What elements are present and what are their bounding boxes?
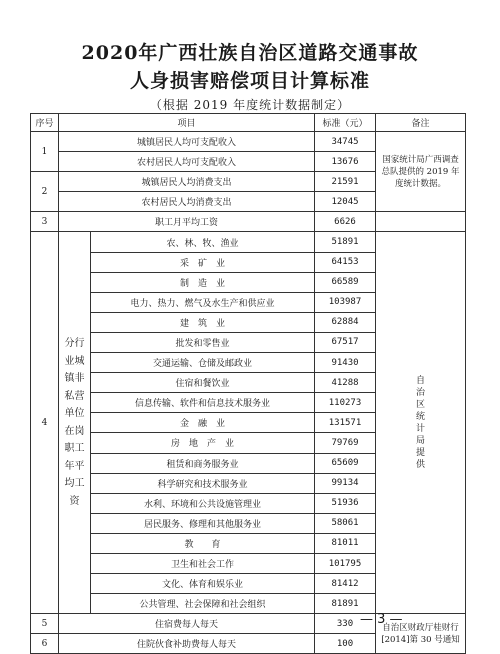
value-cell: 65609 xyxy=(315,453,376,473)
document-title-line2: 人身损害赔偿项目计算标准 xyxy=(129,70,370,92)
header-remark: 备注 xyxy=(376,114,466,132)
compensation-standards-table xyxy=(30,113,466,654)
seq-cell: 5 xyxy=(31,614,59,634)
page-number: — 3 — xyxy=(360,612,403,627)
item-cell: 科学研究和技术服务业 xyxy=(91,473,315,493)
value-cell: 91430 xyxy=(315,353,376,373)
item-cell: 批发和零售业 xyxy=(91,332,315,352)
value-cell: 34745 xyxy=(315,132,376,152)
item-cell: 交通运输、仓储及邮政业 xyxy=(91,353,315,373)
item-cell: 租赁和商务服务业 xyxy=(91,453,315,473)
seq-cell: 3 xyxy=(31,212,59,232)
value-cell: 66589 xyxy=(315,272,376,292)
value-cell: 12045 xyxy=(315,192,376,212)
remark-cell: 国家统计局广西调查总队提供的 2019 年度统计数据。 xyxy=(376,132,466,212)
table-row xyxy=(31,232,466,252)
item-cell: 电力、热力、燃气及水生产和供应业 xyxy=(91,292,315,312)
item-cell: 信息传输、软件和信息技术服务业 xyxy=(91,393,315,413)
value-cell: 64153 xyxy=(315,252,376,272)
item-cell: 城镇居民人均消费支出 xyxy=(59,172,315,192)
header-standard: 标准（元） xyxy=(315,114,376,132)
header-item: 项目 xyxy=(59,114,315,132)
item-cell: 制 造 业 xyxy=(91,272,315,292)
remark-cell: 自治区统计局提供 xyxy=(376,232,466,614)
item-cell: 采 矿 业 xyxy=(91,252,315,272)
value-cell: 330 xyxy=(315,614,376,634)
value-cell: 67517 xyxy=(315,332,376,352)
seq-cell: 1 xyxy=(31,132,59,172)
table-body xyxy=(31,132,466,654)
value-cell: 131571 xyxy=(315,413,376,433)
item-cell: 职工月平均工资 xyxy=(59,212,315,232)
header-seq: 序号 xyxy=(31,114,59,132)
item-cell: 居民服务、修理和其他服务业 xyxy=(91,513,315,533)
item-cell: 住宿和餐饮业 xyxy=(91,373,315,393)
value-cell: 81891 xyxy=(315,594,376,614)
value-cell: 41288 xyxy=(315,373,376,393)
value-cell: 99134 xyxy=(315,473,376,493)
value-cell: 103987 xyxy=(315,292,376,312)
seq-cell: 2 xyxy=(31,172,59,212)
value-cell: 81011 xyxy=(315,533,376,553)
value-cell: 62884 xyxy=(315,312,376,332)
seq-cell: 4 xyxy=(31,232,59,614)
value-cell: 101795 xyxy=(315,553,376,573)
document-title-line1: 2020年广西壮族自治区道路交通事故 xyxy=(81,42,419,64)
item-cell: 农村居民人均消费支出 xyxy=(59,192,315,212)
item-cell: 农村居民人均可支配收入 xyxy=(59,152,315,172)
value-cell: 58061 xyxy=(315,513,376,533)
value-cell: 6626 xyxy=(315,212,376,232)
document-subtitle: （根据 2019 年度统计数据制定） xyxy=(149,98,351,112)
item-cell: 公共管理、社会保障和社会组织 xyxy=(91,594,315,614)
table-row xyxy=(31,132,466,152)
remark-cell: 自治区财政厅桂财行[2014]第 30 号通知 xyxy=(376,614,466,654)
value-cell: 81412 xyxy=(315,574,376,594)
item-cell: 卫生和社会工作 xyxy=(91,553,315,573)
item-cell: 建 筑 业 xyxy=(91,312,315,332)
item-cell: 房 地 产 业 xyxy=(91,433,315,453)
item-cell: 住宿费每人每天 xyxy=(59,614,315,634)
industry-side-label: 分行业城镇非私营单位在岗职工年平均工资 xyxy=(59,232,91,614)
value-cell: 100 xyxy=(315,634,376,654)
value-cell: 51936 xyxy=(315,493,376,513)
value-cell: 79769 xyxy=(315,433,376,453)
item-cell: 住院伙食补助费每人每天 xyxy=(59,634,315,654)
remark-cell-empty xyxy=(376,212,466,232)
item-cell: 金 融 业 xyxy=(91,413,315,433)
item-cell: 城镇居民人均可支配收入 xyxy=(59,132,315,152)
item-cell: 水利、环境和公共设施管理业 xyxy=(91,493,315,513)
value-cell: 13676 xyxy=(315,152,376,172)
item-cell: 教 育 xyxy=(91,533,315,553)
value-cell: 51891 xyxy=(315,232,376,252)
table-row xyxy=(31,212,466,232)
value-cell: 21591 xyxy=(315,172,376,192)
value-cell: 110273 xyxy=(315,393,376,413)
item-cell: 农、林、牧、渔业 xyxy=(91,232,315,252)
seq-cell: 6 xyxy=(31,634,59,654)
item-cell: 文化、体育和娱乐业 xyxy=(91,574,315,594)
